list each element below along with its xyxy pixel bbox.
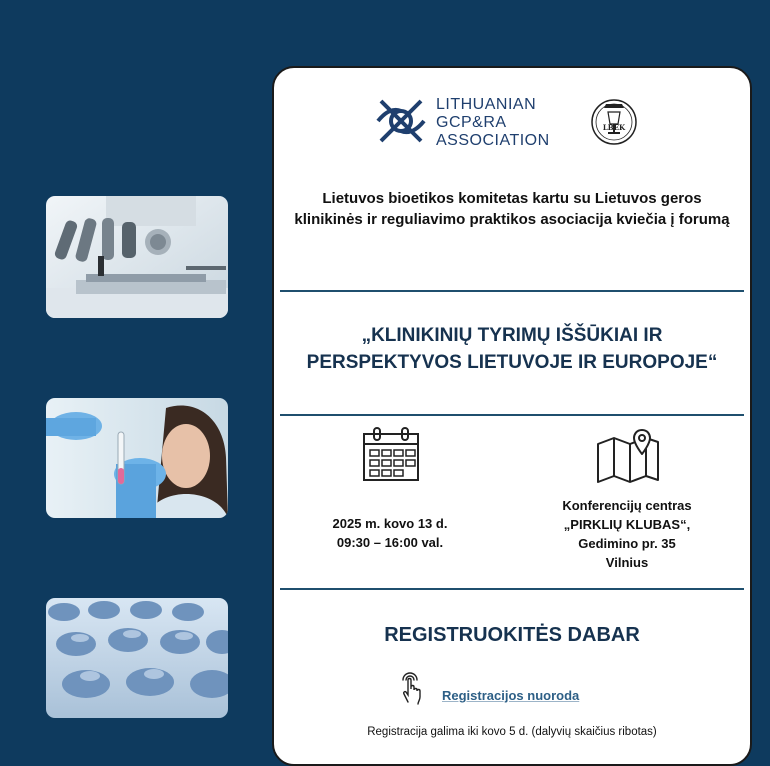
register-heading: REGISTRUOKITĖS DABAR [384,624,640,646]
association-logo-icon [376,96,426,146]
tap-hand-icon [398,672,422,706]
event-date: 2025 m. kovo 13 d. 09:30 – 16:00 val. [332,516,448,550]
association-name: LITHUANIAN GCP&RA ASSOCIATION [436,96,550,149]
calendar-icon [362,426,420,484]
map-location-icon [594,428,662,484]
event-title: „KLINIKINIŲ TYRIMŲ IŠŠŪKIAI IR PERSPEKTYVOS LIETUVOJE IR EUROPOJE“ [306,325,718,373]
registration-note: Registracija galima iki kovo 5 d. (dalyvių skaičius ribotas) [367,726,657,738]
divider [280,414,744,416]
event-location: Konferencijų centras „PIRKLIŲ KLUBAS“, Gedimino pr. 35 Vilnius [562,498,692,570]
divider [280,588,744,590]
lab-scientist-photo [46,398,228,518]
logo-header [274,68,750,178]
intro-text: Lietuvos bioetikos komitetas kartu su Lietuvos geros klinikinės ir reguliavimo praktikos asociacija kviečia į forumą [294,190,730,228]
microscope-photo [46,196,228,318]
divider [280,290,744,292]
pills-photo [46,598,228,718]
svg-text:LBEK: LBEK [602,123,626,132]
registration-link[interactable]: Registracijos nuoroda [442,688,580,703]
lbek-seal-logo [590,94,638,150]
event-card [272,66,752,766]
